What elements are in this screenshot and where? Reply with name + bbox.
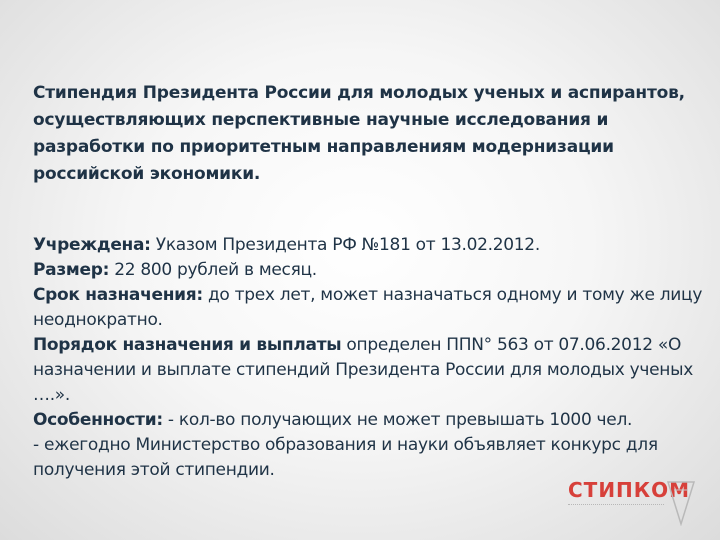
logo-text: СТИПКОМ [568,478,691,502]
info-line-features-2 [33,433,703,483]
info-line-procedure [33,333,703,408]
info-line-established [33,233,703,258]
info-text: определен ППN° 563 от 07.06.2012 «О назначении и выплате стипендий Президента России для молодых ученых ….». [33,335,693,405]
slide-title: Стипендия Президента России для молодых ученых и аспирантов, осуществляющих перспективные научные исследования и разработки по приоритетным направлениям модернизации российской экономики. [33,83,685,184]
info-label: Размер: [33,260,110,280]
info-label: Особенности: [33,410,163,430]
info-text: - кол-во получающих не может превышать 1000 чел. [162,410,633,430]
stipkom-logo [568,478,700,528]
slide-body [33,233,703,483]
info-text: 22 800 рублей в месяц. [109,260,317,280]
info-text: Указом Президента РФ №181 от 13.02.2012. [150,235,540,255]
info-line-term [33,283,703,333]
logo-tagline-line [568,504,664,507]
info-line-amount [33,258,703,283]
info-label: Срок назначения: [33,285,203,305]
info-line-features [33,408,703,433]
logo-triangle-icon [666,480,696,526]
info-text: - ежегодно Министерство образования и науки объявляет конкурс для получения этой стипендии. [33,435,658,480]
info-text: до трех лет, может назначаться одному и тому же лицу неоднократно. [33,285,703,330]
info-label: Порядок назначения и выплаты [33,335,342,355]
info-label: Учреждена: [33,235,151,255]
